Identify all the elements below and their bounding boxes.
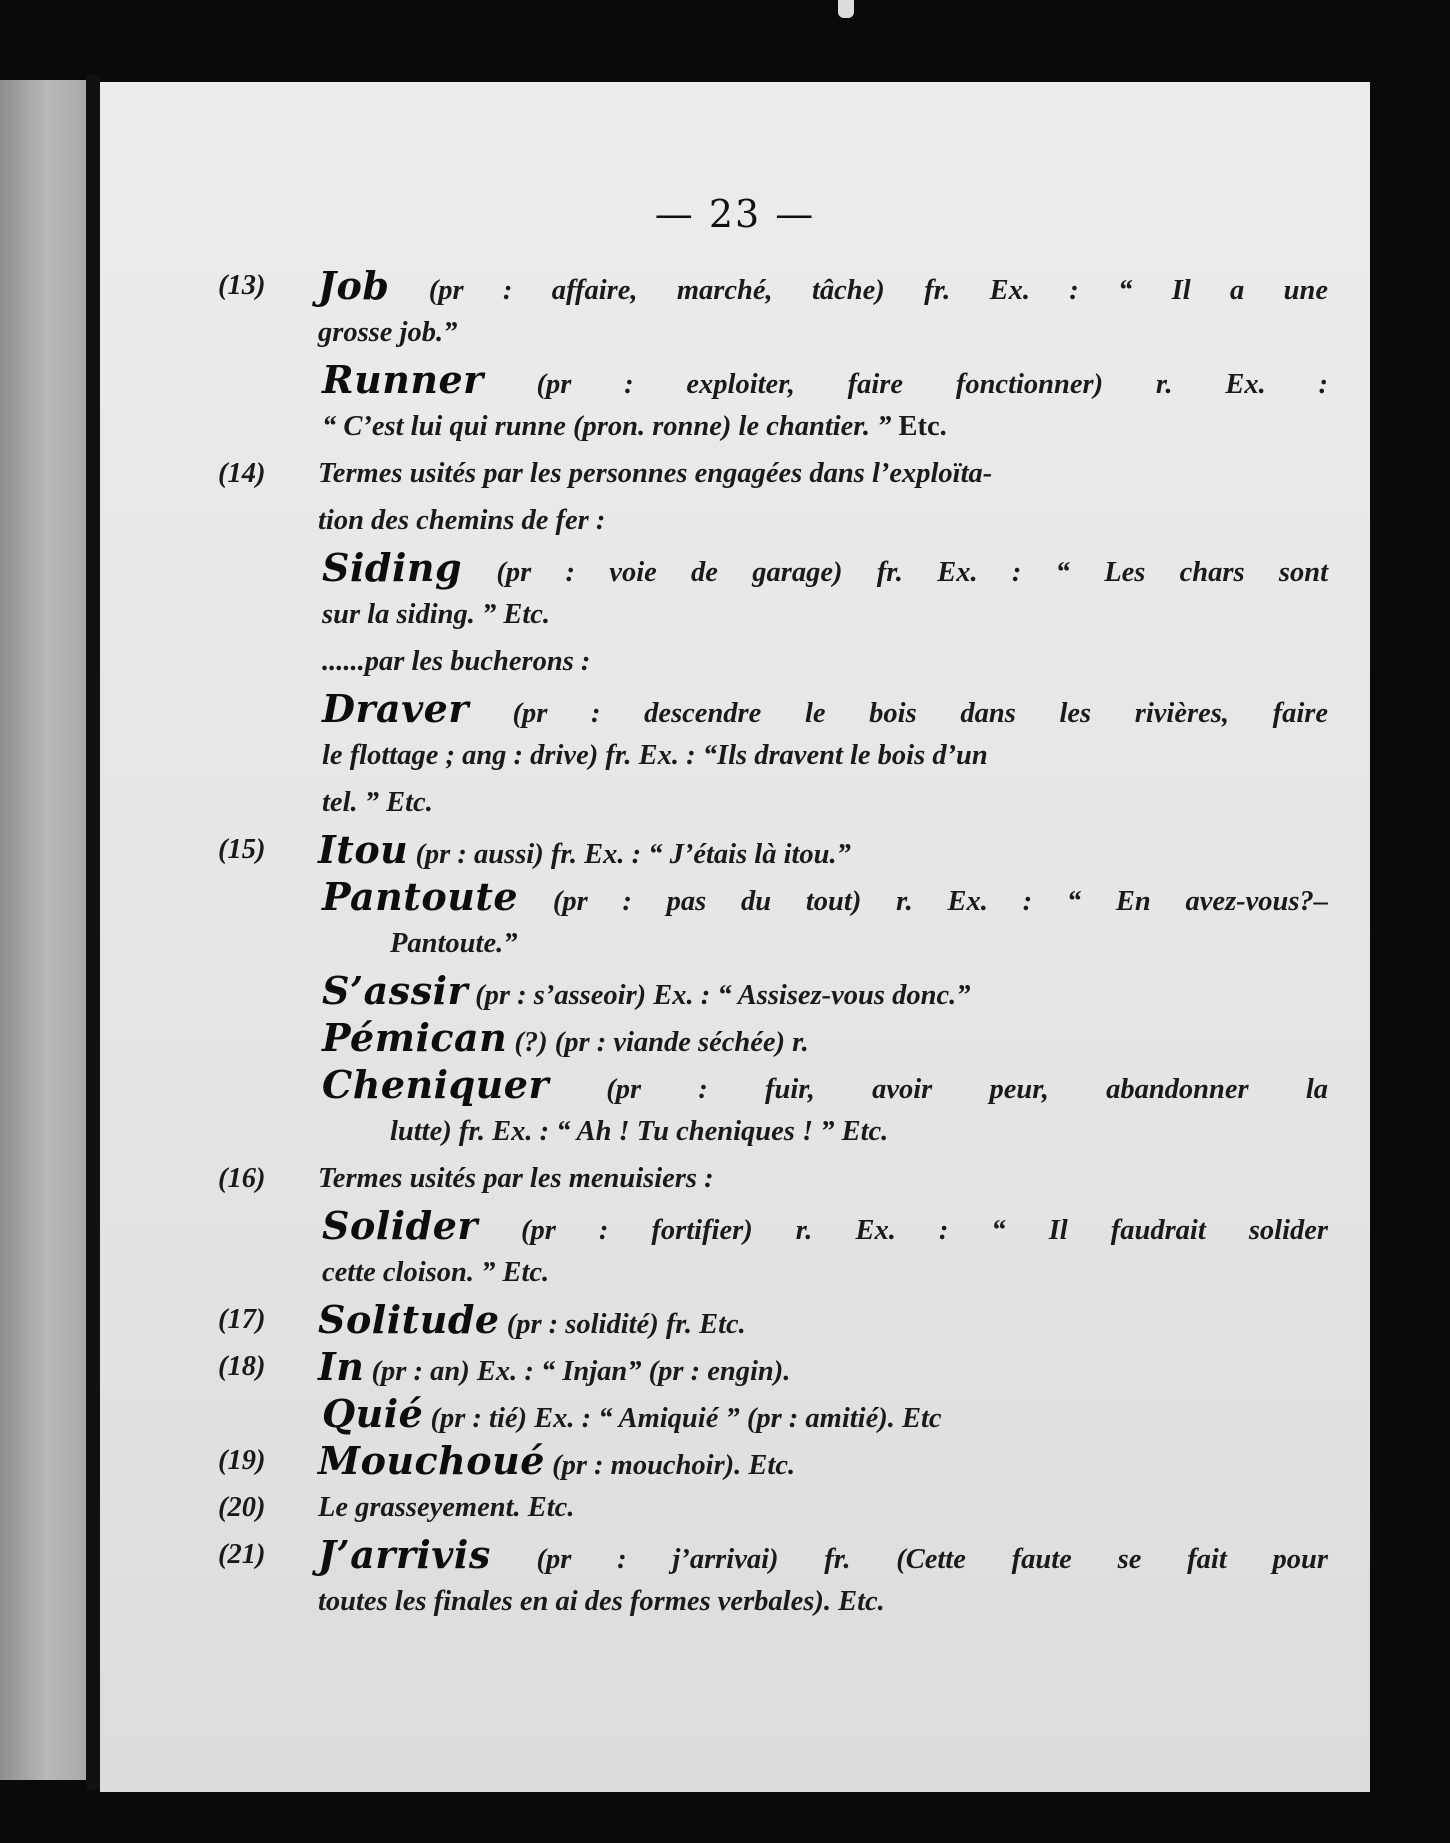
entry-15-line-6 [218,1061,1328,1108]
headword-cheniquer: Cheniquer [322,1062,550,1107]
headword-quie: Quié [322,1391,424,1436]
headword-siding: Siding [322,545,463,590]
entry-number: (13) [218,270,266,301]
example: “ C’est lui qui runne (pron. ronne) le chantier. ” [322,411,892,442]
entry-14-line-5: ......par les bucherons : [322,646,591,677]
entry-13-line-1 [218,262,1328,309]
entry-number: (14) [218,458,266,489]
definition: (pr : s’asseoir) Ex. : “ Assisez-vous donc.” [468,980,971,1011]
entry-18-line-1 [218,1343,1328,1390]
entry-18-line-2 [218,1390,1328,1437]
left-page-edge [0,80,86,1780]
headword-pantoute: Pantoute [322,874,519,919]
definition: (pr : pas du tout) r. Ex. : “ En avez-vous?– [518,886,1328,917]
entry-21-line-2: toutes les finales en ai des formes verbales). Etc. [318,1586,885,1617]
definition: (?) (pr : viande séchée) r. [507,1027,809,1058]
headword-pemican: Pémican [322,1015,508,1060]
entry-14-line-2: tion des chemins de fer : [318,505,606,536]
definition: (pr : an) Ex. : “ Injan” (pr : engin). [364,1356,791,1387]
entry-14-line-3 [218,544,1328,591]
definition: (pr : fuir, avoir peur, abandonner la [549,1074,1328,1105]
entry-number: (18) [218,1351,266,1382]
entry-number: (21) [218,1539,266,1570]
entry-15-line-4 [218,967,1328,1014]
entry-16-line-3: cette cloison. ” Etc. [322,1257,550,1288]
entry-14-line-8: tel. ” Etc. [322,787,433,818]
entry-intro: Termes usités par les menuisiers : [318,1163,714,1194]
entry-15-line-7: lutte) fr. Ex. : “ Ah ! Tu cheniques ! ” Etc. [390,1116,889,1147]
headword-solider: Solider [322,1203,478,1248]
definition: (pr : tié) Ex. : “ Amiquié ” (pr : amitié). Etc [423,1403,942,1434]
definition: (pr : voie de garage) fr. Ex. : “ Les chars sont [462,557,1328,588]
headword-draver: Draver [322,686,469,731]
entry-16-line-1 [218,1155,1328,1202]
entry-15-line-5 [218,1014,1328,1061]
headword-sassir: S’assir [322,968,469,1013]
definition: (pr : j’arrivai) fr. (Cette faute se fait pour [490,1544,1328,1575]
definition: (pr : mouchoir). Etc. [544,1450,796,1481]
headword-in: In [318,1344,365,1389]
etc: Etc. [891,411,947,442]
scan-artifact [838,0,854,18]
headword-runner: Runner [322,357,484,402]
entry-intro: Termes usités par les personnes engagées dans l’exploïta- [318,458,993,489]
binding-edge [86,75,100,1790]
entry-number: (19) [218,1445,266,1476]
entry-13-line-2: grosse job.” [318,317,458,348]
entry-15-line-1 [218,826,1328,873]
entry-14-line-1 [218,450,1328,497]
headword-job: Job [318,263,390,308]
headword-itou: Itou [318,827,409,872]
definition: (pr : exploiter, faire fonctionner) r. Ex. : [483,369,1328,400]
entry-15-line-3: Pantoute.” [390,928,518,959]
entry-number: (20) [218,1492,266,1523]
entry-20-line-1 [218,1484,1328,1531]
definition: (pr : affaire, marché, tâche) fr. Ex. : “ Il a une [389,275,1328,306]
page-number: — 23 — [654,192,816,236]
definition: (pr : descendre le bois dans les rivières, faire [468,698,1328,729]
headword-mouchoue: Mouchoué [318,1438,545,1483]
entry-13-line-4 [218,403,1328,450]
entry-14-line-4: sur la siding. ” Etc. [322,599,551,630]
headword-jarrivis: J’arrivis [318,1532,491,1577]
headword-solitude: Solitude [318,1297,500,1342]
entry-number: (17) [218,1304,266,1335]
book-page [100,82,1370,1792]
entry-14-line-6 [218,685,1328,732]
definition: (pr : aussi) fr. Ex. : “ J’étais là itou.” [408,839,851,870]
entry-text: Le grasseyement. Etc. [318,1492,575,1523]
entry-14-line-7: le flottage ; ang : drive) fr. Ex. : “Ils dravent le bois d’un [322,740,988,771]
entry-19-line-1 [218,1437,1328,1484]
definition: (pr : fortifier) r. Ex. : “ Il faudrait solider [477,1215,1328,1246]
entry-number: (15) [218,834,266,865]
entry-13-line-3 [218,356,1328,403]
entry-15-line-2 [218,873,1328,920]
definition: (pr : solidité) fr. Etc. [499,1309,746,1340]
entry-17-line-1 [218,1296,1328,1343]
page-text [218,262,1328,1625]
entry-number: (16) [218,1163,266,1194]
entry-16-line-2 [218,1202,1328,1249]
entry-21-line-1 [218,1531,1328,1578]
